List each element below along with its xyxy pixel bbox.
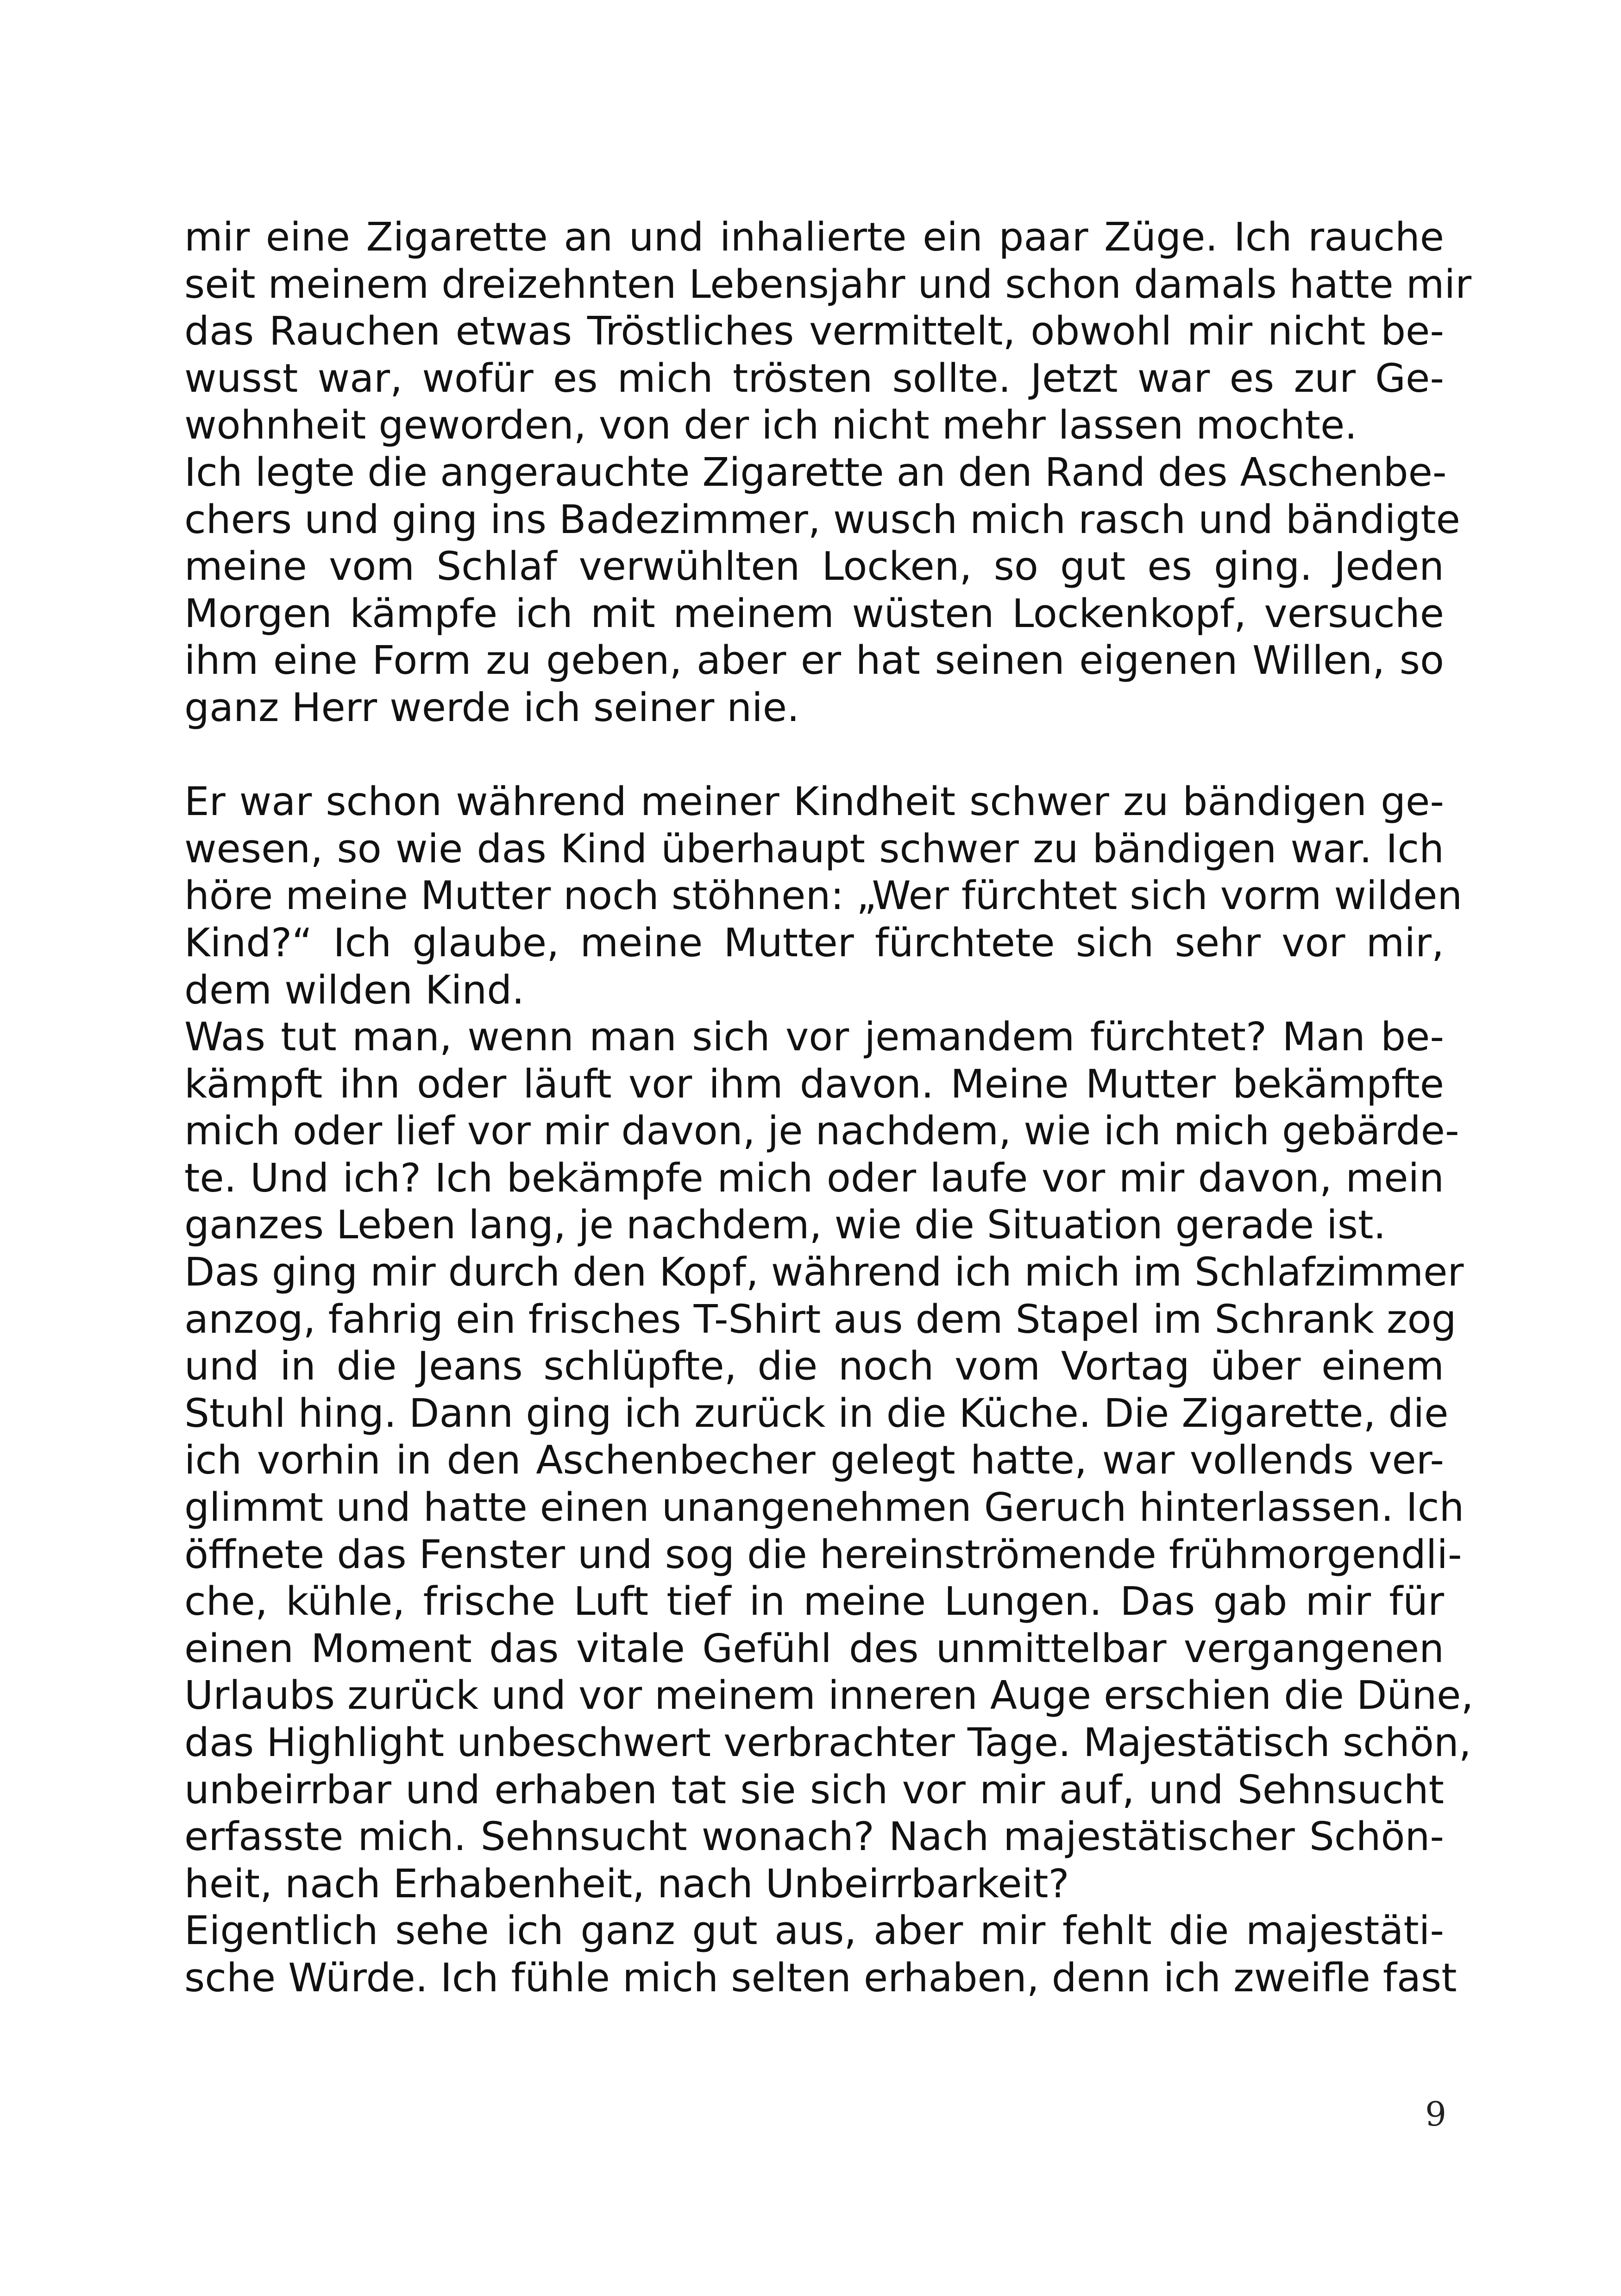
text-line: und in die Jeans schlüpfte, die noch vom Vortag über einem: [184, 1343, 1444, 1390]
text-line: chers und ging ins Badezimmer, wusch mich rasch und bändigte: [184, 496, 1460, 543]
text-line: dem wilden Kind.: [184, 967, 525, 1013]
text-line: ihm eine Form zu geben, aber er hat seinen eigenen Willen, so: [184, 638, 1444, 684]
text-line: wesen, so wie das Kind überhaupt schwer zu bändigen war. Ich: [184, 826, 1444, 872]
text-line: Morgen kämpfe ich mit meinem wüsten Lockenkopf, versuche: [184, 590, 1444, 637]
text-line: Das ging mir durch den Kopf, während ich mich im Schlafzimmer: [184, 1249, 1464, 1296]
text-line: erfasste mich. Sehnsucht wonach? Nach majestätischer Schön-: [184, 1814, 1444, 1860]
text-line: Stuhl hing. Dann ging ich zurück in die Küche. Die Zigarette, die: [184, 1390, 1449, 1437]
text-line: seit meinem dreizehnten Lebensjahr und schon damals hatte mir: [184, 261, 1472, 307]
page-number: 9: [1425, 2095, 1446, 2133]
text-line: öffnete das Fenster und sog die hereinströmende frühmorgendli-: [184, 1531, 1462, 1578]
text-line: ganzes Leben lang, je nachdem, wie die Situation gerade ist.: [184, 1202, 1386, 1248]
text-line: Ich legte die angerauchte Zigarette an den Rand des Aschenbe-: [184, 449, 1447, 496]
text-line: das Highlight unbeschwert verbrachter Tage. Majestätisch schön,: [184, 1720, 1471, 1766]
text-line: Kind?“ Ich glaube, meine Mutter fürchtete sich sehr vor mir,: [184, 920, 1444, 966]
text-line: einen Moment das vitale Gefühl des unmittelbar vergangenen: [184, 1625, 1444, 1672]
text-line: Er war schon während meiner Kindheit schwer zu bändigen ge-: [184, 779, 1444, 825]
text-line: glimmt und hatte einen unangenehmen Geruch hinterlassen. Ich: [184, 1485, 1464, 1531]
text-line: wusst war, wofür es mich trösten sollte. Jetzt war es zur Ge-: [184, 355, 1444, 401]
body-text: [184, 214, 1474, 2002]
text-line: ganz Herr werde ich seiner nie.: [184, 684, 800, 731]
text-line: meine vom Schlaf verwühlten Locken, so gut es ging. Jeden: [184, 544, 1444, 590]
text-line: unbeirrbar und erhaben tat sie sich vor mir auf, und Sehnsucht: [184, 1767, 1444, 1813]
paragraph-gap: [184, 732, 1444, 779]
text-line: che, kühle, frische Luft tief in meine Lungen. Das gab mir für: [184, 1579, 1444, 1625]
text-line: Urlaubs zurück und vor meinem inneren Auge erschien die Düne,: [184, 1673, 1474, 1719]
text-line: te. Und ich? Ich bekämpfe mich oder laufe vor mir davon, mein: [184, 1155, 1444, 1201]
text-line: anzog, fahrig ein frisches T-Shirt aus dem Stapel im Schrank zog: [184, 1296, 1457, 1342]
text-line: das Rauchen etwas Tröstliches vermittelt, obwohl mir nicht be-: [184, 308, 1444, 355]
text-line: wohnheit geworden, von der ich nicht mehr lassen mochte.: [184, 402, 1357, 449]
text-line: ich vorhin in den Aschenbecher gelegt hatte, war vollends ver-: [184, 1437, 1444, 1484]
text-line: mir eine Zigarette an und inhalierte ein paar Züge. Ich rauche: [184, 214, 1444, 260]
text-line: kämpft ihn oder läuft vor ihm davon. Meine Mutter bekämpfte: [184, 1061, 1444, 1107]
text-line: höre meine Mutter noch stöhnen: „Wer fürchtet sich vorm wilden: [184, 873, 1463, 919]
text-line: Eigentlich sehe ich ganz gut aus, aber mir fehlt die majestäti-: [184, 1908, 1444, 1954]
text-line: mich oder lief vor mir davon, je nachdem, wie ich mich gebärde-: [184, 1108, 1459, 1154]
text-line: heit, nach Erhabenheit, nach Unbeirrbarkeit?: [184, 1861, 1069, 1907]
text-line: Was tut man, wenn man sich vor jemandem fürchtet? Man be-: [184, 1014, 1444, 1060]
text-line: sche Würde. Ich fühle mich selten erhaben, denn ich zweifle fast: [184, 1955, 1457, 2001]
